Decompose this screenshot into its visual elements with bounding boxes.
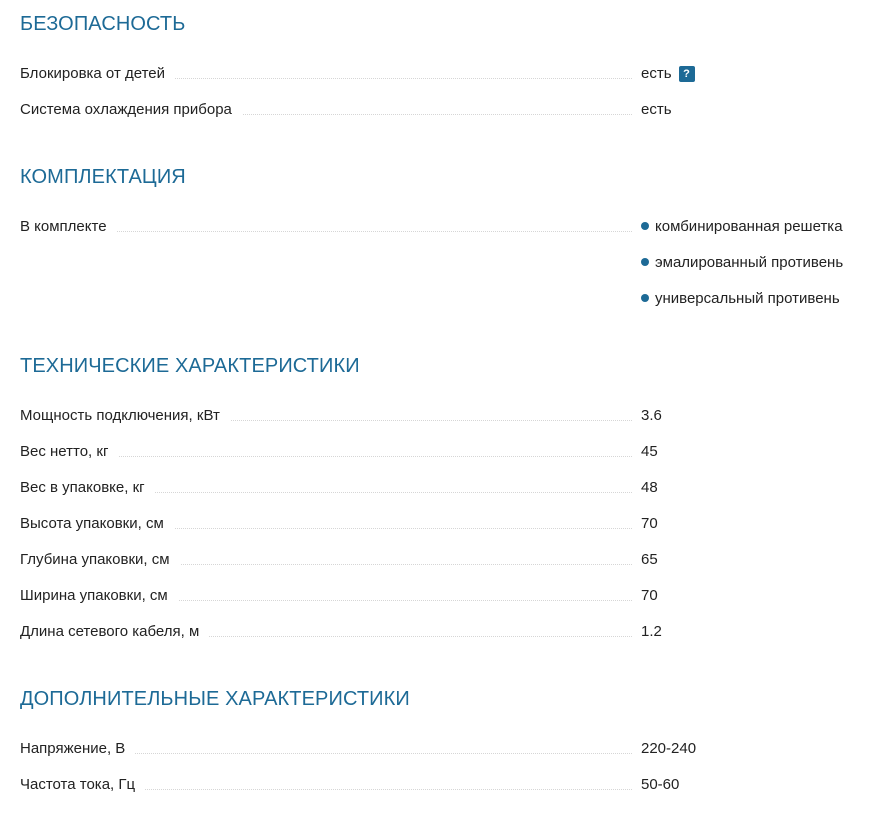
spec-label: Ширина упаковки, см	[20, 586, 178, 606]
spec-row-package-width	[20, 586, 871, 606]
spec-value: 70	[641, 587, 658, 604]
spec-label: Глубина упаковки, см	[20, 550, 180, 570]
bullet-dot-icon	[641, 222, 649, 230]
section-title-additional: ДОПОЛНИТЕЛЬНЫЕ ХАРАКТЕРИСТИКИ	[20, 688, 410, 710]
included-item-label: универсальный противень	[655, 290, 840, 307]
spec-row-child-lock	[20, 64, 871, 84]
spec-value: 220-240	[641, 740, 697, 757]
bullet-dot-icon	[641, 258, 649, 266]
spec-value: есть	[641, 101, 672, 118]
spec-value: 65	[641, 551, 658, 568]
spec-row-net-weight	[20, 442, 871, 462]
included-item-label: комбинированная решетка	[655, 218, 843, 235]
spec-label: Вес нетто, кг	[20, 442, 118, 462]
spec-label: Напряжение, В	[20, 739, 135, 759]
spec-value: 1.2	[641, 623, 662, 640]
spec-row-frequency	[20, 775, 871, 795]
spec-row-voltage	[20, 739, 871, 759]
section-title-package: КОМПЛЕКТАЦИЯ	[20, 166, 186, 188]
included-item	[641, 217, 843, 237]
included-item	[641, 253, 843, 273]
bullet-dot-icon	[641, 294, 649, 302]
spec-label: Высота упаковки, см	[20, 514, 174, 534]
spec-label: В комплекте	[20, 217, 117, 237]
spec-label: Мощность подключения, кВт	[20, 406, 230, 426]
spec-label: Длина сетевого кабеля, м	[20, 622, 209, 642]
help-icon[interactable]: ?	[679, 66, 695, 82]
spec-value: 48	[641, 479, 658, 496]
spec-row-power	[20, 406, 871, 426]
included-item-label: эмалированный противень	[655, 254, 844, 271]
spec-value: 50-60	[641, 776, 680, 793]
spec-value: 45	[641, 443, 658, 460]
spec-value: 70	[641, 515, 658, 532]
spec-value: 3.6	[641, 407, 662, 424]
spec-row-package-depth	[20, 550, 871, 570]
spec-value-child-lock	[641, 64, 695, 84]
spec-row-gross-weight	[20, 478, 871, 498]
included-item	[641, 289, 840, 309]
spec-label: Частота тока, Гц	[20, 775, 145, 795]
section-title-safety: БЕЗОПАСНОСТЬ	[20, 13, 186, 35]
section-title-technical: ТЕХНИЧЕСКИЕ ХАРАКТЕРИСТИКИ	[20, 355, 360, 377]
spec-row-cable-length	[20, 622, 871, 642]
spec-label: Блокировка от детей	[20, 64, 175, 84]
spec-label: Вес в упаковке, кг	[20, 478, 155, 498]
spec-value: есть	[641, 65, 672, 82]
spec-row-cooling-system	[20, 100, 871, 120]
spec-row-package-height	[20, 514, 871, 534]
spec-label: Система охлаждения прибора	[20, 100, 242, 120]
